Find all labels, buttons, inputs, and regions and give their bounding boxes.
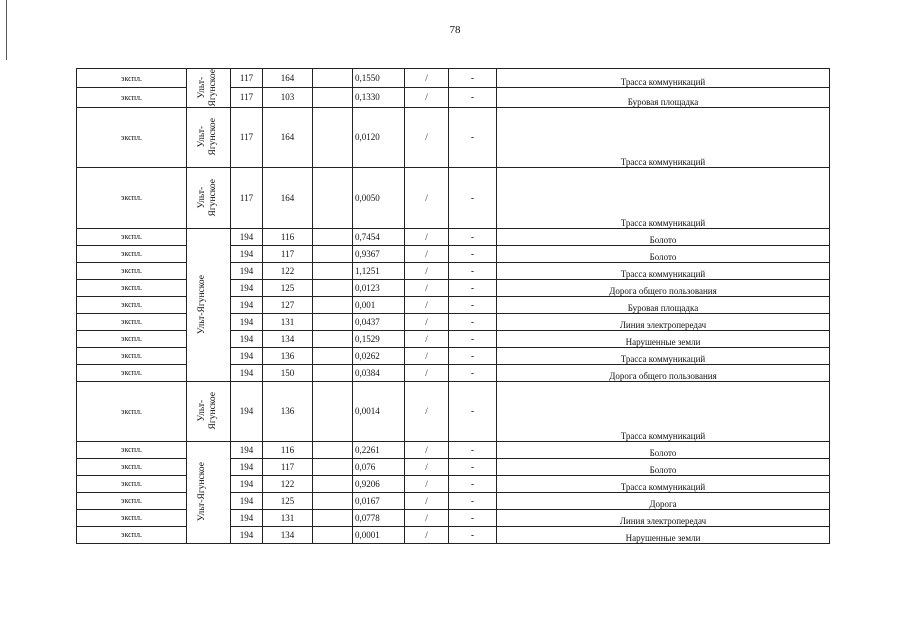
cell-purpose: Болото: [497, 228, 830, 245]
cell-area-value: 0,001: [353, 296, 405, 313]
cell-area-value: 0,0262: [353, 347, 405, 364]
cell-area: [187, 441, 231, 543]
cell-block-number: 194: [231, 526, 263, 543]
cell-area: [187, 228, 231, 381]
cell-empty: [313, 458, 353, 475]
cell-empty: [313, 228, 353, 245]
cell-purpose: Дорога общего пользования: [497, 364, 830, 381]
cell-purpose: Буровая площадка: [497, 296, 830, 313]
cell-parcel-number: 127: [263, 296, 313, 313]
cell-parcel-number: 117: [263, 245, 313, 262]
cell-area-value: 0,0001: [353, 526, 405, 543]
cell-slash: /: [405, 364, 449, 381]
cell-slash: /: [405, 441, 449, 458]
cell-parcel-number: 103: [263, 88, 313, 107]
area-name: Ульт-Ягунское: [196, 274, 207, 335]
cell-dash: -: [449, 245, 497, 262]
table-row: [77, 167, 830, 228]
cell-area: [187, 167, 231, 228]
cell-block-number: 117: [231, 88, 263, 107]
cell-area-value: 0,2261: [353, 441, 405, 458]
cell-type: экспл.: [77, 364, 187, 381]
cell-slash: /: [405, 88, 449, 107]
cell-type: экспл.: [77, 88, 187, 107]
cell-area-value: 1,1251: [353, 262, 405, 279]
cell-dash: -: [449, 167, 497, 228]
cell-purpose: Буровая площадка: [497, 88, 830, 107]
cell-block-number: 194: [231, 364, 263, 381]
cell-empty: [313, 330, 353, 347]
cell-block-number: 194: [231, 381, 263, 441]
page-number: 78: [449, 24, 461, 36]
cell-area-value: 0,0120: [353, 107, 405, 167]
cell-dash: -: [449, 296, 497, 313]
cell-empty: [313, 381, 353, 441]
cell-type: экспл.: [77, 296, 187, 313]
cell-empty: [313, 107, 353, 167]
cell-slash: /: [405, 509, 449, 526]
cell-empty: [313, 262, 353, 279]
cell-block-number: 194: [231, 296, 263, 313]
cell-empty: [313, 475, 353, 492]
cell-block-number: 194: [231, 492, 263, 509]
cell-purpose: Трасса коммуникаций: [497, 347, 830, 364]
cell-block-number: 117: [231, 167, 263, 228]
cell-slash: /: [405, 330, 449, 347]
cell-type: экспл.: [77, 492, 187, 509]
cell-parcel-number: 150: [263, 364, 313, 381]
cell-dash: -: [449, 262, 497, 279]
cell-empty: [313, 364, 353, 381]
cell-slash: /: [405, 228, 449, 245]
cell-purpose: Трасса коммуникаций: [497, 69, 830, 88]
cell-slash: /: [405, 167, 449, 228]
cell-purpose: Нарушенные земли: [497, 526, 830, 543]
cell-empty: [313, 245, 353, 262]
table-row: [77, 107, 830, 167]
cell-purpose: Болото: [497, 245, 830, 262]
cell-dash: -: [449, 228, 497, 245]
cell-area: [187, 381, 231, 441]
cell-slash: /: [405, 492, 449, 509]
cell-parcel-number: 125: [263, 279, 313, 296]
cell-slash: /: [405, 526, 449, 543]
cell-dash: -: [449, 458, 497, 475]
cell-purpose: Линия электропередач: [497, 313, 830, 330]
cell-empty: [313, 441, 353, 458]
cell-parcel-number: 164: [263, 69, 313, 88]
cell-type: экспл.: [77, 245, 187, 262]
cell-block-number: 194: [231, 279, 263, 296]
cell-purpose: Болото: [497, 441, 830, 458]
cell-type: экспл.: [77, 167, 187, 228]
cell-purpose: Линия электропередач: [497, 509, 830, 526]
cell-empty: [313, 347, 353, 364]
cell-empty: [313, 279, 353, 296]
cell-area-value: 0,0050: [353, 167, 405, 228]
table-row: [77, 69, 830, 88]
cell-type: экспл.: [77, 458, 187, 475]
cell-parcel-number: 122: [263, 475, 313, 492]
cell-block-number: 194: [231, 347, 263, 364]
cell-area-value: 0,9206: [353, 475, 405, 492]
cell-parcel-number: 134: [263, 526, 313, 543]
cell-dash: -: [449, 364, 497, 381]
cell-empty: [313, 69, 353, 88]
cell-block-number: 117: [231, 107, 263, 167]
cell-area-value: 0,7454: [353, 228, 405, 245]
cell-slash: /: [405, 313, 449, 330]
cell-area-value: 0,0167: [353, 492, 405, 509]
cell-block-number: 117: [231, 69, 263, 88]
cell-type: экспл.: [77, 313, 187, 330]
cell-dash: -: [449, 69, 497, 88]
cell-area: [187, 69, 231, 108]
register-table-wrapper: [76, 68, 830, 544]
cell-area: [187, 107, 231, 167]
cell-empty: [313, 296, 353, 313]
cell-slash: /: [405, 475, 449, 492]
cell-parcel-number: 116: [263, 441, 313, 458]
cell-block-number: 194: [231, 458, 263, 475]
cell-dash: -: [449, 88, 497, 107]
cell-empty: [313, 167, 353, 228]
cell-type: экспл.: [77, 330, 187, 347]
cell-area-value: 0,9367: [353, 245, 405, 262]
cell-area-value: 0,1330: [353, 88, 405, 107]
cell-slash: /: [405, 381, 449, 441]
cell-type: экспл.: [77, 475, 187, 492]
cell-purpose: Болото: [497, 458, 830, 475]
cell-slash: /: [405, 279, 449, 296]
cell-area-value: 0,0384: [353, 364, 405, 381]
cell-purpose: Трасса коммуникаций: [497, 475, 830, 492]
cell-empty: [313, 313, 353, 330]
cell-parcel-number: 131: [263, 509, 313, 526]
cell-dash: -: [449, 313, 497, 330]
cell-block-number: 194: [231, 245, 263, 262]
table-body: [77, 69, 830, 544]
cell-empty: [313, 492, 353, 509]
cell-dash: -: [449, 347, 497, 364]
cell-dash: -: [449, 441, 497, 458]
cell-type: экспл.: [77, 279, 187, 296]
area-name: Ульт- Ягунское: [196, 69, 218, 107]
cell-slash: /: [405, 262, 449, 279]
cell-type: экспл.: [77, 526, 187, 543]
cell-slash: /: [405, 245, 449, 262]
cell-slash: /: [405, 458, 449, 475]
cell-block-number: 194: [231, 330, 263, 347]
cell-area-value: 0,0014: [353, 381, 405, 441]
cell-purpose: Трасса коммуникаций: [497, 107, 830, 167]
cell-parcel-number: 122: [263, 262, 313, 279]
cell-block-number: 194: [231, 262, 263, 279]
table-row: [77, 228, 830, 245]
cell-area-value: 0,1550: [353, 69, 405, 88]
cell-parcel-number: 125: [263, 492, 313, 509]
cell-area-value: 0,0778: [353, 509, 405, 526]
cell-slash: /: [405, 107, 449, 167]
cell-block-number: 194: [231, 441, 263, 458]
cell-dash: -: [449, 475, 497, 492]
cell-parcel-number: 131: [263, 313, 313, 330]
cell-dash: -: [449, 509, 497, 526]
cell-purpose: Дорога общего пользования: [497, 279, 830, 296]
cell-dash: -: [449, 107, 497, 167]
cell-type: экспл.: [77, 69, 187, 88]
cell-empty: [313, 88, 353, 107]
cell-area-value: 0,1529: [353, 330, 405, 347]
cell-type: экспл.: [77, 509, 187, 526]
cell-block-number: 194: [231, 228, 263, 245]
cell-type: экспл.: [77, 107, 187, 167]
area-name: Ульт- Ягунское: [196, 178, 218, 217]
cell-type: экспл.: [77, 347, 187, 364]
cell-purpose: Нарушенные земли: [497, 330, 830, 347]
cell-area-value: 0,0437: [353, 313, 405, 330]
cell-parcel-number: 117: [263, 458, 313, 475]
cell-block-number: 194: [231, 313, 263, 330]
cell-parcel-number: 134: [263, 330, 313, 347]
cell-dash: -: [449, 279, 497, 296]
table-row: [77, 381, 830, 441]
table-row: [77, 441, 830, 458]
cell-purpose: Трасса коммуникаций: [497, 262, 830, 279]
cell-dash: -: [449, 492, 497, 509]
cell-parcel-number: 116: [263, 228, 313, 245]
cell-parcel-number: 164: [263, 107, 313, 167]
cell-empty: [313, 526, 353, 543]
cell-purpose: Трасса коммуникаций: [497, 167, 830, 228]
cell-area-value: 0,0123: [353, 279, 405, 296]
cell-area-value: 0,076: [353, 458, 405, 475]
cell-dash: -: [449, 381, 497, 441]
cell-empty: [313, 509, 353, 526]
cell-parcel-number: 136: [263, 381, 313, 441]
cell-slash: /: [405, 69, 449, 88]
cell-purpose: Трасса коммуникаций: [497, 381, 830, 441]
area-name: Ульт- Ягунское: [196, 118, 218, 156]
scan-edge-line: [6, 0, 7, 60]
cell-type: экспл.: [77, 441, 187, 458]
cell-dash: -: [449, 330, 497, 347]
cell-block-number: 194: [231, 509, 263, 526]
cell-type: экспл.: [77, 228, 187, 245]
cell-block-number: 194: [231, 475, 263, 492]
cell-type: экспл.: [77, 262, 187, 279]
cell-parcel-number: 164: [263, 167, 313, 228]
cell-dash: -: [449, 526, 497, 543]
cell-type: экспл.: [77, 381, 187, 441]
register-table: [76, 68, 830, 544]
cell-purpose: Дорога: [497, 492, 830, 509]
cell-slash: /: [405, 296, 449, 313]
area-name: Ульт-Ягунское: [196, 462, 207, 522]
cell-parcel-number: 136: [263, 347, 313, 364]
cell-slash: /: [405, 347, 449, 364]
area-name: Ульт- Ягунское: [196, 392, 218, 430]
